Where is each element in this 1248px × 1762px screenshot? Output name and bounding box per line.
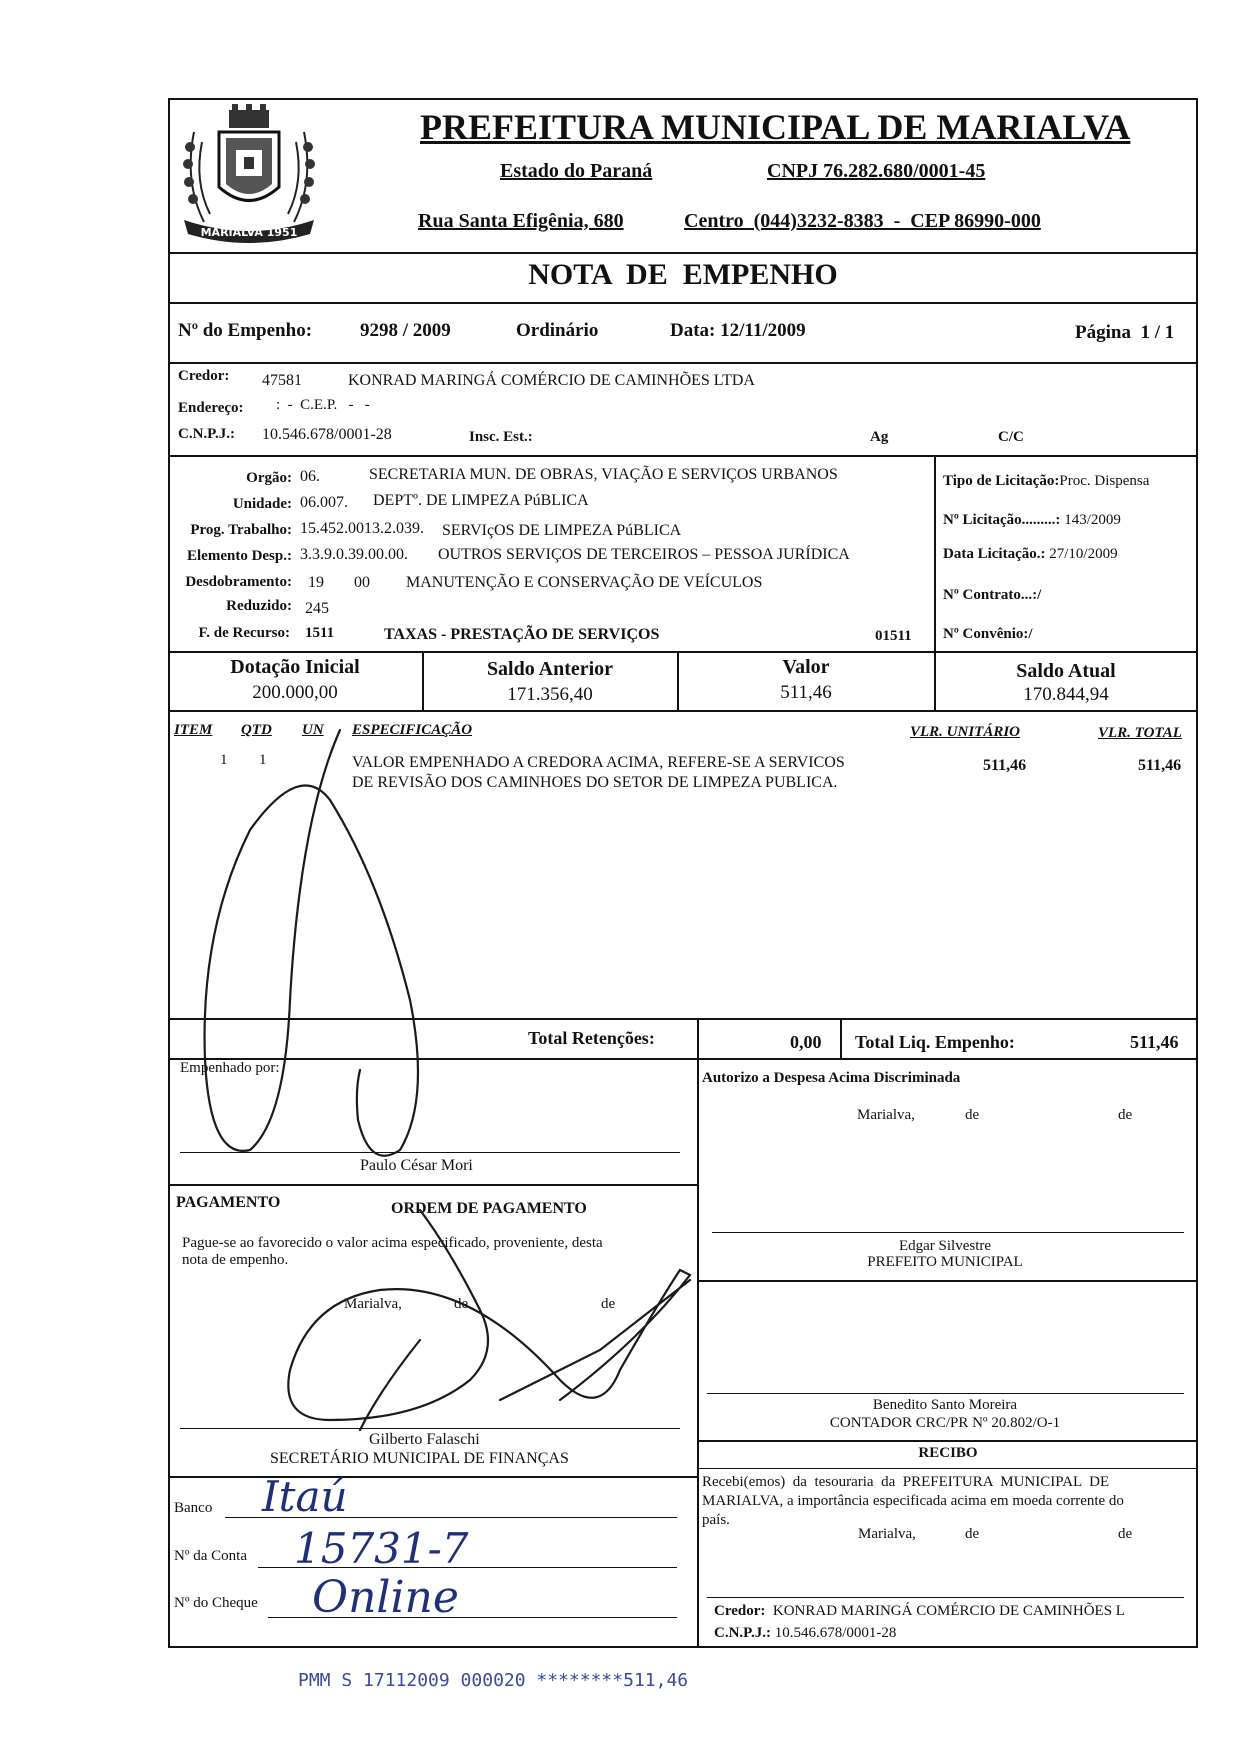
row-desc-line1: VALOR EMPENHADO A CREDORA ACIMA, REFERE-SE A SERVICOS (352, 754, 845, 771)
fonte-recurso-desc: TAXAS - PRESTAÇÃO DE SERVIÇOS (384, 626, 660, 643)
secretario-name: Gilberto Falaschi (369, 1431, 480, 1448)
dotacao-inicial-label: Dotação Inicial (230, 656, 360, 678)
saldo-anterior-label: Saldo Anterior (486, 658, 614, 680)
fonte-recurso-label: F. de Recurso: (198, 625, 290, 641)
pagamento-de1: de (454, 1296, 469, 1312)
col-header-item: ITEM (174, 722, 213, 738)
coat-of-arms-icon (174, 102, 324, 247)
prog-trabalho-desc: SERVIçOS DE LIMPEZA PúBLICA (442, 522, 682, 539)
unidade-code: 06.007. (300, 494, 348, 511)
divider (697, 1058, 699, 1648)
banco-handwritten: Itaú (262, 1472, 348, 1521)
valor-value: 511,46 (780, 682, 832, 703)
recibo-credor-label: Credor: (714, 1603, 766, 1619)
credor-name: KONRAD MARINGÁ COMÉRCIO DE CAMINHÕES LTDA (348, 372, 755, 389)
data-licitacao-value: 27/10/2009 (1049, 546, 1118, 562)
saldo-atual-value: 170.844,94 (1023, 684, 1109, 705)
contador-title: CONTADOR CRC/PR Nº 20.802/O-1 (829, 1415, 1061, 1431)
elemento-code: 3.3.9.0.39.00.00. (300, 546, 408, 563)
page-number: Página 1 / 1 (1075, 322, 1175, 343)
autorizo-de1: de (965, 1107, 980, 1123)
row-vlr-total: 511,46 (1138, 757, 1182, 774)
address-label: Rua Santa Efigênia, 680 (418, 210, 624, 232)
divider (840, 1018, 842, 1058)
signature-line (180, 1428, 680, 1429)
recibo-de2: de (1118, 1526, 1133, 1542)
divider (168, 1058, 1198, 1060)
data-licitacao (943, 546, 1118, 563)
prog-trabalho-code: 15.452.0013.2.039. (300, 520, 424, 537)
ordem-pagamento-title: ORDEM DE PAGAMENTO (391, 1200, 587, 1217)
prefeito-name: Edgar Silvestre (898, 1238, 992, 1254)
desdobramento-label: Desdobramento: (185, 574, 292, 590)
credor-cnpj: 10.546.678/0001-28 (262, 426, 392, 443)
divider (168, 302, 1198, 304)
credor-code: 47581 (262, 372, 302, 389)
orgao-label: Orgão: (246, 470, 292, 486)
row-vlr-unitario: 511,46 (983, 757, 1027, 774)
payment-stamp: PMM S 17112009 000020 ********511,46 (298, 1670, 689, 1691)
col-header-vlr-unitario: VLR. UNITÁRIO (910, 724, 1021, 740)
divider (168, 1184, 697, 1186)
valor-label: Valor (782, 656, 830, 678)
conta-label: Nº da Conta (174, 1548, 247, 1564)
row-desc-line2: DE REVISÃO DOS CAMINHOES DO SETOR DE LIMPEZA PUBLICA. (352, 774, 838, 791)
recibo-credor (714, 1603, 1125, 1620)
saldo-anterior-value: 171.356,40 (507, 684, 593, 705)
desdobramento-desc: MANUTENÇÃO E CONSERVAÇÃO DE VEÍCULOS (406, 574, 763, 591)
dotacao-inicial-value: 200.000,00 (252, 682, 338, 703)
divider (168, 651, 1198, 653)
empenho-date: Data: 12/11/2009 (670, 320, 806, 341)
unidade-label: Unidade: (232, 496, 292, 512)
recibo-text-line1: Recebi(emos) da tesouraria da PREFEITURA MUNICIPAL DE (702, 1474, 1110, 1490)
secretario-title: SECRETÁRIO MUNICIPAL DE FINANÇAS (270, 1450, 569, 1467)
divider (168, 710, 1198, 712)
pagamento-label: PAGAMENTO (176, 1194, 281, 1211)
divider (168, 362, 1198, 364)
recibo-de1: de (965, 1526, 980, 1542)
total-liquido-label: Total Liq. Empenho: (855, 1032, 1015, 1052)
fonte-recurso-code: 1511 (305, 625, 335, 641)
col-header-vlr-total: VLR. TOTAL (1098, 725, 1182, 741)
numero-licitacao-value: 143/2009 (1064, 512, 1121, 528)
empenho-number: 9298 / 2009 (360, 320, 451, 341)
insc-est-label: Insc. Est.: (469, 429, 533, 445)
signature-line (712, 1232, 1184, 1233)
autorizo-local: Marialva, (857, 1107, 915, 1123)
row-qtd: 1 (259, 752, 267, 768)
pagamento-de2: de (601, 1296, 616, 1312)
saldo-atual-label: Saldo Atual (1016, 660, 1116, 682)
cheque-label: Nº do Cheque (174, 1595, 258, 1611)
total-liquido-value: 511,46 (1130, 1032, 1179, 1052)
endereco-value: : - C.E.P. - - (276, 397, 370, 413)
tipo-licitacao-label: Tipo de Licitação: (943, 473, 1060, 489)
recibo-credor-name: KONRAD MARINGÁ COMÉRCIO DE CAMINHÕES L (772, 1603, 1125, 1619)
empenho-number-label: Nº do Empenho: (178, 320, 313, 341)
divider (168, 455, 1198, 457)
cnpj-label: CNPJ 76.282.680/0001-45 (767, 160, 986, 182)
tipo-licitacao (943, 473, 1149, 490)
prefeito-title: PREFEITO MUNICIPAL (867, 1254, 1023, 1270)
divider (168, 252, 1198, 254)
conta-handwritten: 15731-7 (294, 1524, 469, 1573)
desdobramento-a: 19 (308, 574, 324, 591)
numero-convenio: Nº Convênio:/ (943, 626, 1033, 642)
document-title: NOTA DE EMPENHO (528, 258, 838, 291)
autorizo-label: Autorizo a Despesa Acima Discriminada (702, 1070, 961, 1086)
orgao-desc: SECRETARIA MUN. DE OBRAS, VIAÇÃO E SERVIÇOS URBANOS (369, 466, 838, 483)
total-retencoes-label: Total Retenções: (528, 1028, 655, 1048)
unidade-desc: DEPTº. DE LIMPEZA PúBLICA (373, 492, 589, 509)
recibo-cnpj-label: C.N.P.J.: (714, 1625, 771, 1641)
cnpj-field-label: C.N.P.J.: (178, 426, 235, 442)
numero-contrato: Nº Contrato...:/ (943, 587, 1042, 603)
prog-trabalho-label: Prog. Trabalho: (190, 522, 292, 538)
empenho-type: Ordinário (516, 320, 599, 341)
credor-label: Credor: (178, 368, 230, 384)
col-header-especificacao: ESPECIFICAÇÃO (352, 722, 473, 738)
pagamento-local: Marialva, (344, 1296, 402, 1312)
signature-line (707, 1393, 1184, 1394)
signature-line (180, 1152, 680, 1153)
row-item: 1 (220, 752, 228, 768)
col-header-qtd: QTD (241, 722, 272, 738)
numero-licitacao-label: Nº Licitação.........: (943, 512, 1061, 528)
recibo-cnpj (714, 1625, 896, 1642)
recibo-cnpj-value: 10.546.678/0001-28 (774, 1625, 897, 1641)
empenhado-por-name: Paulo César Mori (360, 1157, 473, 1174)
divider (697, 1280, 1198, 1282)
numero-licitacao (943, 512, 1121, 529)
col-header-un: UN (302, 722, 324, 738)
autorizo-de2: de (1118, 1107, 1133, 1123)
fonte-recurso-number: 01511 (875, 628, 912, 644)
ag-label: Ag (870, 429, 889, 445)
recibo-text-line2: MARIALVA, a importância especificada acima em moeda corrente do (702, 1493, 1124, 1509)
contact-label: Centro (044)3232-8383 - CEP 86990-000 (684, 210, 1041, 232)
elemento-desc: OUTROS SERVIÇOS DE TERCEIROS – PESSOA JURÍDICA (438, 546, 850, 563)
divider (168, 1476, 697, 1478)
banco-label: Banco (174, 1500, 213, 1516)
recibo-text-line3: país. (702, 1512, 730, 1528)
data-licitacao-label: Data Licitação.: (943, 546, 1046, 562)
signature-line (707, 1597, 1184, 1598)
empenhado-por-label: Empenhado por: (180, 1060, 280, 1076)
municipality-title: PREFEITURA MUNICIPAL DE MARIALVA (420, 107, 1131, 147)
state-label: Estado do Paraná (500, 160, 653, 182)
recibo-local: Marialva, (858, 1526, 916, 1542)
divider (934, 455, 936, 651)
pagamento-text-line2: nota de empenho. (182, 1252, 289, 1268)
cheque-handwritten: Online (312, 1572, 459, 1623)
divider (697, 1468, 1198, 1469)
divider (168, 1018, 1198, 1020)
contador-name: Benedito Santo Moreira (872, 1397, 1018, 1413)
endereco-label: Endereço: (178, 400, 244, 416)
divider (697, 1440, 1198, 1442)
tipo-licitacao-value: Proc. Dispensa (1059, 473, 1150, 489)
elemento-label: Elemento Desp.: (187, 548, 292, 564)
reduzido-code: 245 (305, 600, 329, 617)
reduzido-label: Reduzido: (226, 598, 292, 614)
total-retencoes-value: 0,00 (790, 1032, 822, 1052)
desdobramento-b: 00 (354, 574, 370, 591)
pagamento-text-line1: Pague-se ao favorecido o valor acima especificado, proveniente, desta (182, 1235, 603, 1251)
recibo-title: RECIBO (918, 1445, 978, 1461)
cc-label: C/C (998, 429, 1024, 445)
divider (697, 1018, 699, 1058)
orgao-code: 06. (300, 468, 320, 485)
coat-of-arms-text: MARIALVA 1951 (200, 226, 298, 239)
